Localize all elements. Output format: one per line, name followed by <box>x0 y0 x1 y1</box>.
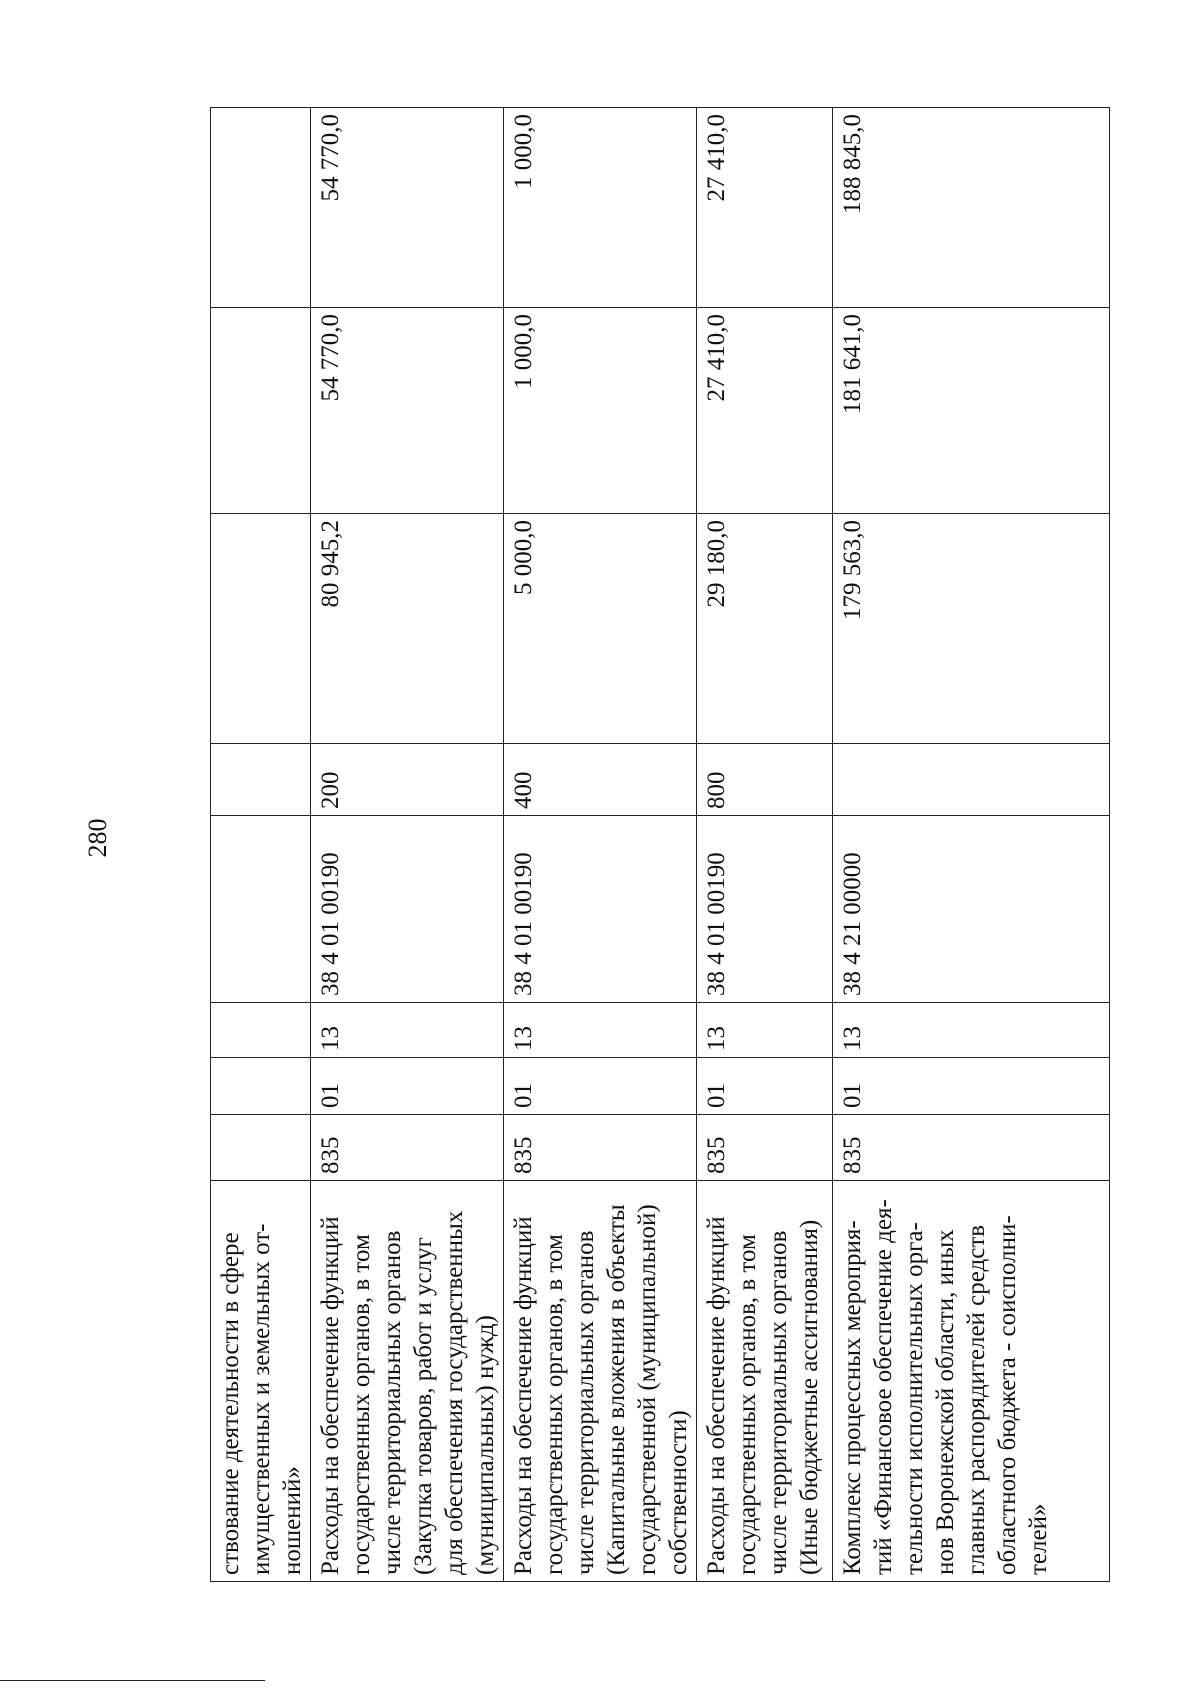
footer-rule <box>0 1680 265 1681</box>
amount-year1-cell: 5 000,0 <box>504 514 697 744</box>
target-article-cell: 38 4 01 00190 <box>504 816 697 1003</box>
amount-year2-cell <box>211 308 311 514</box>
expense-type-cell: 200 <box>311 744 504 816</box>
budget-table <box>210 107 1110 1582</box>
row-name-cell: Расходы на обеспечение функций государственных органов, в том числе территориальных органов (Иные бюджетные ассигнования) <box>697 1181 833 1582</box>
section-cell: 01 <box>504 1058 697 1115</box>
section-cell <box>211 1058 311 1115</box>
expense-type-cell <box>833 744 1110 816</box>
amount-year1-cell: 80 945,2 <box>311 514 504 744</box>
subsection-cell <box>211 1003 311 1058</box>
amount-year3-cell: 27 410,0 <box>697 108 833 308</box>
amount-year3-cell: 54 770,0 <box>311 108 504 308</box>
grbs-cell: 835 <box>833 1115 1110 1181</box>
table-row <box>311 108 504 1582</box>
subsection-cell: 13 <box>697 1003 833 1058</box>
amount-year3-cell: 188 845,0 <box>833 108 1110 308</box>
target-article-cell: 38 4 21 00000 <box>833 816 1110 1003</box>
amount-year3-cell <box>211 108 311 308</box>
amount-year1-cell <box>211 514 311 744</box>
target-article-cell: 38 4 01 00190 <box>311 816 504 1003</box>
table-row <box>833 108 1110 1582</box>
row-name-cell: Расходы на обеспечение функций государственных органов, в том числе территориальных органов (Закупка товаров, работ и услуг для обеспечения государственных (муниципальных) нужд) <box>311 1181 504 1582</box>
table-row <box>697 108 833 1582</box>
section-cell: 01 <box>697 1058 833 1115</box>
budget-table-frame <box>210 108 1091 1582</box>
budget-table-rotated <box>210 108 1091 1582</box>
row-name-cell: Комплекс процессных мероприя- тий «Финансовое обеспечение дея- тельности исполнительных орга- нов Воронежской области, иных главных распорядителей средств областного бюджета - соисполни- телей» <box>833 1181 1110 1582</box>
expense-type-cell <box>211 744 311 816</box>
row-name-cell: Расходы на обеспечение функций государственных органов, в том числе территориальных органов (Капитальные вложения в объекты государственной (муниципальной) собственности) <box>504 1181 697 1582</box>
grbs-cell: 835 <box>311 1115 504 1181</box>
amount-year2-cell: 1 000,0 <box>504 308 697 514</box>
subsection-cell: 13 <box>504 1003 697 1058</box>
grbs-cell: 835 <box>504 1115 697 1181</box>
section-cell: 01 <box>833 1058 1110 1115</box>
table-row <box>504 108 697 1582</box>
section-cell: 01 <box>311 1058 504 1115</box>
amount-year1-cell: 179 563,0 <box>833 514 1110 744</box>
row-name-cell: ствование деятельности в сфере имущественных и земельных от- ношений» <box>211 1181 311 1582</box>
amount-year3-cell: 1 000,0 <box>504 108 697 308</box>
page-number: 280 <box>83 818 112 858</box>
table-row <box>211 108 311 1582</box>
expense-type-cell: 800 <box>697 744 833 816</box>
amount-year1-cell: 29 180,0 <box>697 514 833 744</box>
amount-year2-cell: 27 410,0 <box>697 308 833 514</box>
grbs-cell: 835 <box>697 1115 833 1181</box>
subsection-cell: 13 <box>833 1003 1110 1058</box>
target-article-cell <box>211 816 311 1003</box>
expense-type-cell: 400 <box>504 744 697 816</box>
amount-year2-cell: 181 641,0 <box>833 308 1110 514</box>
subsection-cell: 13 <box>311 1003 504 1058</box>
grbs-cell <box>211 1115 311 1181</box>
amount-year2-cell: 54 770,0 <box>311 308 504 514</box>
target-article-cell: 38 4 01 00190 <box>697 816 833 1003</box>
